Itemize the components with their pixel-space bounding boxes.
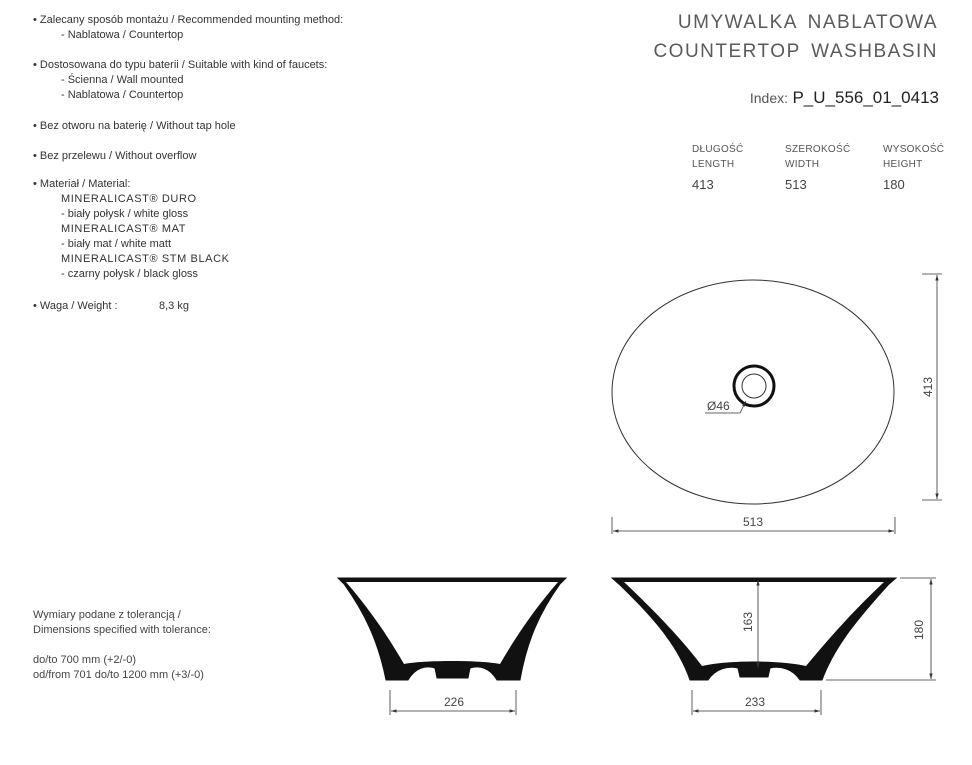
side-view-left (338, 578, 566, 715)
dim-height-value: 180 (883, 177, 905, 192)
tap-hole-text: • Bez otworu na baterię / Without tap hole (33, 120, 236, 132)
material-stm-finish: - czarny połysk / black gloss (61, 268, 198, 280)
dim-length-head-en: LENGTH (692, 159, 735, 170)
dim-height-head-en: HEIGHT (883, 159, 923, 170)
right-base-label: 233 (744, 695, 766, 709)
material-mat-finish: - biały mat / white matt (61, 238, 172, 250)
dim-height-head-pl: WYSOKOŚĆ (883, 144, 945, 155)
drain-inner (742, 374, 766, 398)
side-view-right (612, 578, 936, 715)
index-label: Index: (749, 90, 789, 106)
material-duro: MINERALICAST® DURO (61, 193, 197, 205)
drain-diameter-label: Ø46 (707, 399, 730, 413)
title-pl: UMYWALKA NABLATOWA (677, 12, 938, 33)
material-mat: MINERALICAST® MAT (61, 223, 187, 235)
dim-width-value: 513 (785, 177, 807, 192)
drain-outer (734, 366, 774, 406)
material-label: • Materiał / Material: (33, 178, 131, 190)
mounting-label: • Zalecany sposób montażu / Recommended mounting method: (33, 14, 344, 26)
index-value: P_U_556_01_0413 (792, 88, 939, 107)
dim-width-head-en: WIDTH (785, 159, 820, 170)
inner-depth-label: 163 (741, 611, 755, 633)
left-base-label: 226 (443, 695, 465, 709)
tolerance-range-small: do/to 700 mm (+2/-0) (33, 654, 137, 666)
faucets-label: • Dostosowana do typu baterii / Suitable with kind of faucets: (33, 59, 328, 71)
tolerance-range-large: od/from 701 do/to 1200 mm (+3/-0) (33, 669, 204, 681)
overflow-text: • Bez przelewu / Without overflow (33, 150, 197, 162)
top-view (612, 274, 942, 534)
weight-value: 8,3 kg (159, 300, 189, 312)
width-dim-label: 513 (742, 515, 764, 529)
dim-width-head-pl: SZEROKOŚĆ (785, 144, 851, 155)
mounting-item: - Nablatowa / Countertop (61, 29, 184, 41)
tolerance-line-en: Dimensions specified with tolerance: (33, 624, 211, 636)
weight-label: • Waga / Weight : (33, 300, 118, 312)
material-duro-finish: - biały połysk / white gloss (61, 208, 189, 220)
faucets-item-countertop: - Nablatowa / Countertop (61, 89, 184, 101)
basin-outline (612, 280, 894, 504)
dim-length-value: 413 (692, 177, 714, 192)
tolerance-line-pl: Wymiary podane z tolerancją / (33, 609, 181, 621)
height-dim-label: 413 (921, 376, 935, 398)
title-en: COUNTERTOP WASHBASIN (653, 41, 938, 62)
faucets-item-wall: - Ścienna / Wall mounted (61, 74, 184, 86)
material-stm-black: MINERALICAST® STM BLACK (61, 253, 230, 265)
dim-length-head-pl: DŁUGOŚĆ (692, 144, 744, 155)
total-height-label: 180 (912, 619, 926, 641)
